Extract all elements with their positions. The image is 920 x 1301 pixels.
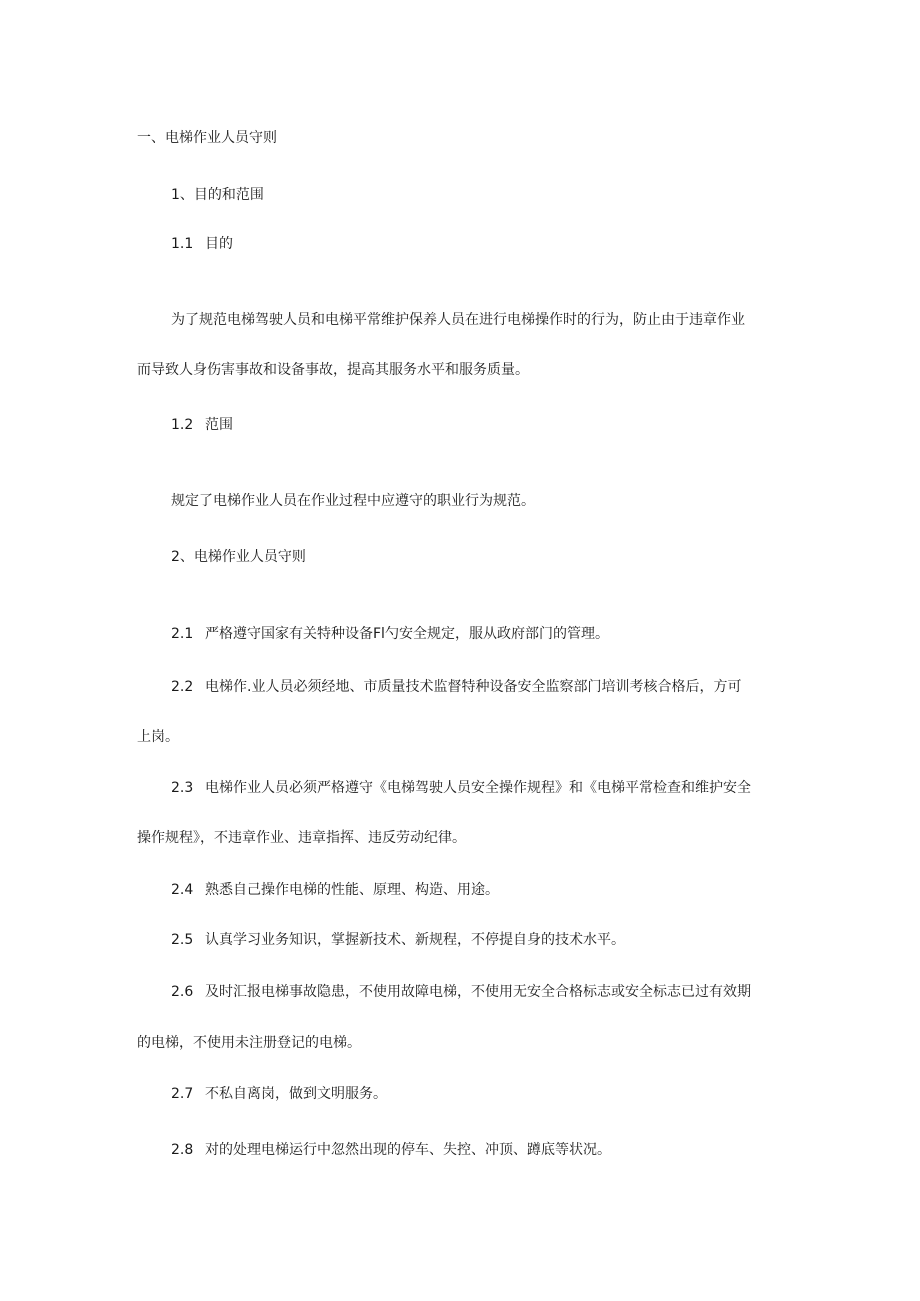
section-title: 范围 <box>205 417 233 433</box>
item-number: 2.1 <box>171 626 194 642</box>
list-item <box>171 677 741 697</box>
paragraph-line: 为了规范电梯驾驶人员和电梯平常维护保养人员在进行电梯操作时的行为，防止由于违章作业 <box>171 312 745 328</box>
item-text: 严格遵守国家有关特种设备Fl勺安全规定，服从政府部门的管理。 <box>205 626 609 642</box>
list-item <box>171 982 751 1002</box>
list-item <box>171 1084 387 1104</box>
document-heading: 一、电梯作业人员守则 <box>137 130 277 146</box>
item-text: 不私自离岗，做到文明服务。 <box>205 1086 387 1102</box>
item-number: 2.3 <box>171 780 194 796</box>
item-number: 2.7 <box>171 1086 194 1102</box>
item-continuation: 的电梯，不使用未注册登记的电梯。 <box>137 1035 361 1051</box>
item-continuation: 操作规程》，不违章作业、违章指挥、违反劳动纪律。 <box>137 830 466 846</box>
section-number: 1.2 <box>171 417 194 433</box>
item-number: 2.4 <box>171 882 194 898</box>
section-number: 1.1 <box>171 236 194 252</box>
section-2-title: 2、电梯作业人员守则 <box>171 549 306 565</box>
item-text: 电梯作业人员必须严格遵守《电梯驾驶人员安全操作规程》和《电梯平常检查和维护安全 <box>205 780 751 796</box>
item-number: 2.8 <box>171 1142 194 1158</box>
section-1-1-title <box>171 234 233 254</box>
item-text: 熟悉自己操作电梯的性能、原理、构造、用途。 <box>205 882 499 898</box>
item-text: 电梯作.业人员必须经地、市质量技术监督特种设备安全监察部门培训考核合格后，方可 <box>205 679 742 695</box>
item-number: 2.5 <box>171 932 194 948</box>
item-text: 及时汇报电梯事故隐患，不使用故障电梯，不使用无安全合格标志或安全标志已过有效期 <box>205 984 751 1000</box>
paragraph-line: 规定了电梯作业人员在作业过程中应遵守的职业行为规范。 <box>171 493 535 509</box>
paragraph-line: 而导致人身伤害事故和设备事故，提高其服务水平和服务质量。 <box>137 362 529 378</box>
list-item <box>171 624 609 644</box>
list-item <box>171 1140 611 1160</box>
item-text: 对的处理电梯运行中忽然出现的停车、失控、冲顶、蹲底等状况。 <box>205 1142 611 1158</box>
list-item <box>171 880 499 900</box>
section-1-2-title <box>171 415 233 435</box>
item-number: 2.6 <box>171 984 194 1000</box>
list-item <box>171 778 751 798</box>
list-item <box>171 930 625 950</box>
item-number: 2.2 <box>171 679 194 695</box>
item-text: 认真学习业务知识，掌握新技术、新规程，不停提自身的技术水平。 <box>205 932 625 948</box>
item-continuation: 上岗。 <box>137 729 179 745</box>
section-1-title: 1、目的和范围 <box>171 187 264 203</box>
section-title: 目的 <box>205 236 233 252</box>
